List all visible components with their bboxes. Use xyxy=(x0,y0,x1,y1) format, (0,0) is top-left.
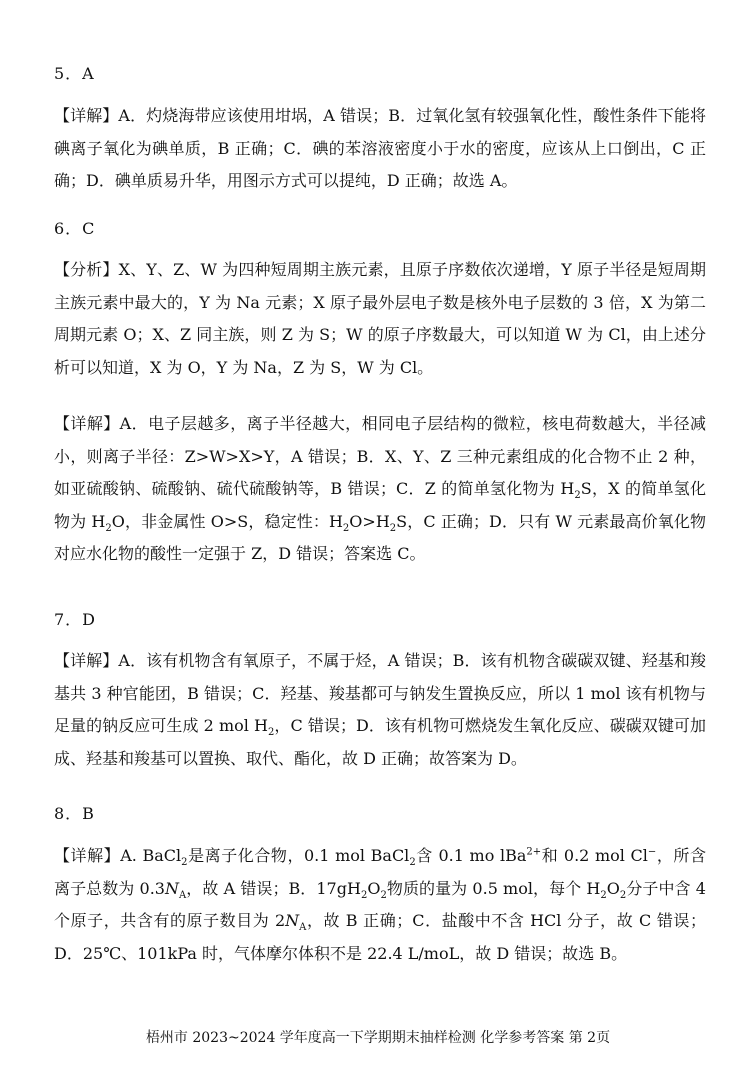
q6-analysis: 【分析】X、Y、Z、W 为四种短周期主族元素，且原子序数依次递增，Y 原子半径是短周期主族元素中最大的，Y 为 Na 元素；X 原子最外层电子数是核外电子层数的 3 倍，X 为第二周期元素 O；X、Z 同主族，则 Z 为 S；W 的原子序数最大，可以知道 W 为 Cl，由上述分析可以知道，X 为 O，Y 为 Na，Z 为 S，W 为 Cl。 xyxy=(54,260,706,377)
page-footer: 梧州市 2023~2024 学年度高一下学期期末抽样检测 化学参考答案 第 2页 xyxy=(145,1030,611,1046)
q6-answer: 6．C xyxy=(54,219,96,238)
q7-detail: 【详解】A．该有机物含有氧原子，不属于烃，A 错误；B．该有机物含碳碳双键、羟基和羧基共 3 种官能团，B 错误；C．羟基、羧基都可与钠发生置换反应，所以 1 mol 该有机物与足量的钠反应可生成 2 mol $H_2$，C 错误；D．该有机物可燃烧发生氧化反应、碳碳双键可加成、羟基和羧基可以置换、取代、酯化，故 D 正确；故答案为 D。 xyxy=(54,651,706,768)
q5-answer: 5．A xyxy=(54,64,95,83)
q8-detail: 【详解】A. BaCl$_2$是离子化合物，0.1 mol BaCl$_2$含 0.1 mo lBa$^{2+}$和 0.2 mol Cl−，所含离子总数为 $0.3N_A$，故 A 错误；B．$17gH_2O_2$物质的量为 0.5 mol，每个 $H_2O_2$分子中含 4 个原子，共含有的原子数目为 $2N_A$，故 B 正确；C．盐酸中不含 HCl 分子，故 C 错误；D．25℃、101kPa 时，气体摩尔体积不是 22.4 L/moL，故 D 错误；故选 B。 xyxy=(54,846,706,963)
q5-detail: 【详解】A．灼烧海带应该使用坩埚，A 错误；B．过氧化氢有较强氧化性，酸性条件下能将碘离子氧化为碘单质，B 正确；C．碘的苯溶液密度小于水的密度，应该从上口倒出，C 正确；D．碘单质易升华，用图示方式可以提纯，D 正确；故选 A。 xyxy=(54,106,706,190)
q6-detail: 【详解】A．电子层越多，离子半径越大，相同电子层结构的微粒，核电荷数越大，半径减小，则离子半径：Z>W>X>Y，A 错误；B．X、Y、Z 三种元素组成的化合物不止 2 种，如亚硫酸钠、硫酸钠、硫代硫酸钠等，B 错误；C．Z 的简单氢化物为 $H_2S$，X 的简单氢化物为 $H_2O$，非金属性 O>S，稳定性：$H_2O>H_2S$，C 正确；D．只有 W 元素最高价氧化物对应水化物的酸性一定强于 Z，D 错误；答案选 C。 xyxy=(54,414,706,563)
q7-answer: 7．D xyxy=(54,610,97,629)
q8-answer: 8．B xyxy=(54,804,95,823)
